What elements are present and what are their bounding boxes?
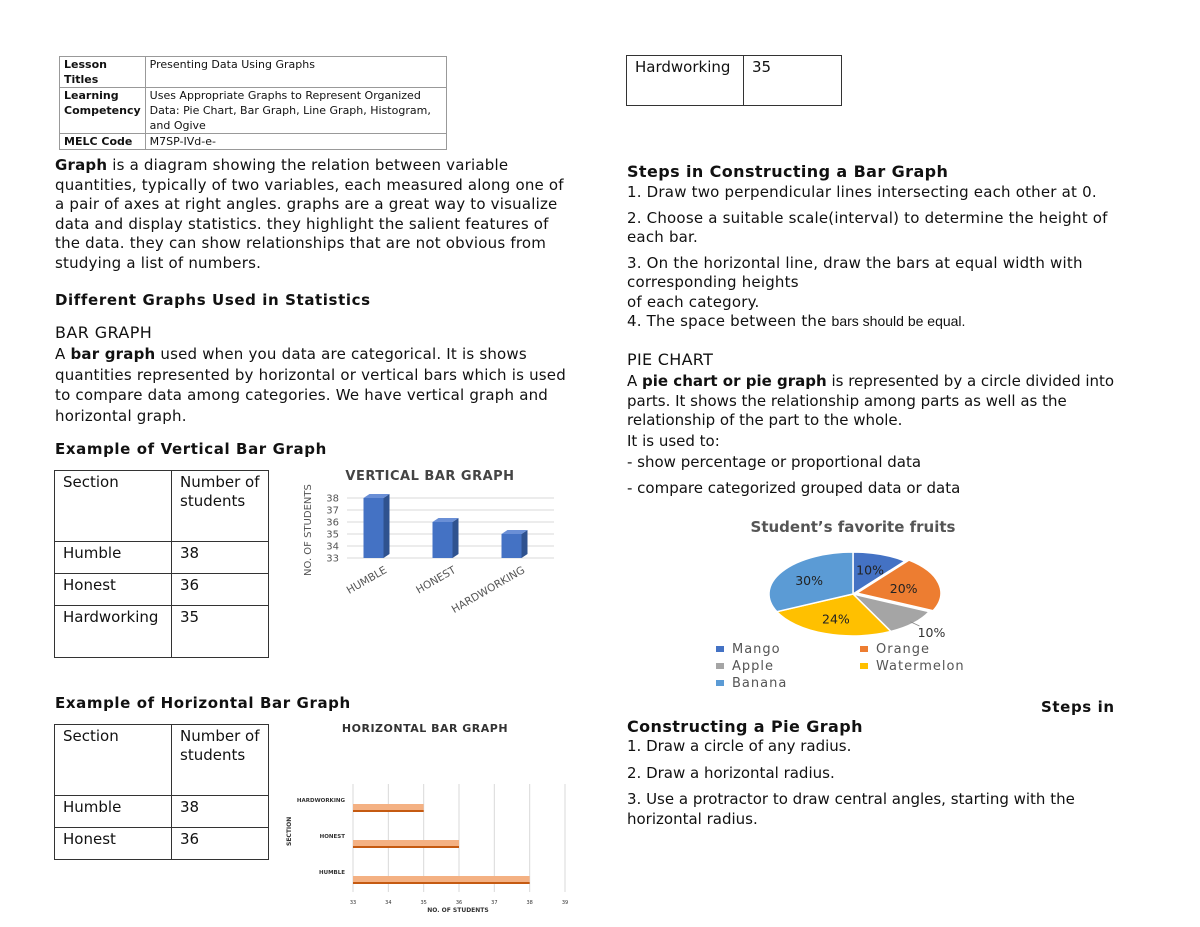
x-tick-label: 33 (349, 900, 357, 906)
table-cell: Humble (55, 796, 172, 828)
table-cell: Honest (55, 574, 172, 606)
pie-chart-heading: PIE CHART (627, 350, 714, 369)
x-tick-label: 39 (561, 900, 569, 906)
bar (433, 522, 453, 558)
legend-label: Orange (876, 642, 931, 657)
y-tick-label: HUMBLE (319, 870, 345, 876)
pie-chart (690, 512, 1020, 700)
slice-label: 24% (822, 611, 850, 627)
table-row (55, 828, 269, 860)
legend-label: Watermelon (876, 659, 965, 674)
y-tick-label: HARDWORKING (296, 798, 345, 804)
table-cell: 36 (172, 828, 269, 860)
table-header-row (55, 725, 269, 796)
table-header-row (55, 471, 269, 542)
lesson-info-value: Uses Appropriate Graphs to Represent Organized Data: Pie Chart, Bar Graph, Line Graph, Histogram, and Ogive (145, 88, 446, 134)
step-item (627, 312, 1137, 332)
bar-shadow (353, 846, 459, 848)
table-cell: 35 (172, 606, 269, 658)
bar-p-term: bar graph (70, 345, 156, 363)
lesson-info-key: Lesson Titles (60, 57, 146, 88)
lesson-info-key: Learning Competency (60, 88, 146, 134)
bar (364, 498, 384, 558)
steps-bar-list (627, 183, 1137, 332)
table-cell: Humble (55, 542, 172, 574)
intro-paragraph (55, 156, 575, 273)
chart-title: VERTICAL BAR GRAPH (345, 469, 515, 484)
chart-title: Student’s favorite fruits (750, 518, 956, 536)
table-cell: Honest (55, 828, 172, 860)
steps-bar-heading: Steps in Constructing a Bar Graph (627, 162, 949, 181)
step-4-a: 4. The space between the (627, 312, 832, 330)
x-tick-label: HARDWORKING (449, 564, 527, 616)
step-item: 1. Draw a circle of any radius. (627, 737, 852, 755)
legend-label: Mango (732, 642, 781, 657)
step-item: 3. Use a protractor to draw central angles, starting with the horizontal radius. (627, 790, 1075, 828)
x-tick-label: HONEST (414, 564, 458, 597)
y-tick-label: 37 (326, 505, 339, 517)
bar-shadow (353, 882, 530, 884)
lesson-info-table (59, 56, 447, 150)
table-row (55, 606, 269, 658)
vertical-bar-chart (292, 462, 570, 630)
step-item: 2. Draw a horizontal radius. (627, 763, 835, 782)
y-tick-label: 35 (326, 529, 339, 541)
y-tick-label: 36 (326, 517, 339, 529)
legend-swatch (716, 680, 724, 686)
slice-label: 30% (795, 572, 824, 588)
y-tick-label: 33 (326, 553, 339, 565)
table-row (55, 796, 269, 828)
table-header-cell: Section (55, 725, 172, 796)
steps-pie-heading-b: Constructing a Pie Graph (627, 717, 863, 736)
bar-side (453, 518, 459, 558)
intro-text: is a diagram showing the relation between variable quantities, typically of two variables, each measured along one of a pair of axes at right angles. graphs are a great way to visualize data and display statistics. they highlight the salient features of the data. they can show relationships that are not obvious from studying a list of numbers. (55, 156, 564, 272)
step-item: 2. Choose a suitable scale(interval) to determine the height of each bar. (627, 208, 1108, 246)
bar-side (384, 494, 390, 558)
x-tick-label: HUMBLE (344, 564, 389, 597)
lesson-info-value: M7SP-IVd-e- (145, 134, 446, 150)
horizontal-data-table (54, 724, 269, 860)
intro-term: Graph (55, 156, 108, 174)
steps-pie-list (627, 737, 1127, 829)
horizontal-bar-chart (283, 716, 578, 916)
vertical-example-heading: Example of Vertical Bar Graph (55, 440, 327, 458)
x-tick-label: 36 (455, 900, 463, 906)
legend-swatch (716, 646, 724, 652)
table-cell: Hardworking (627, 56, 744, 106)
bar-graph-paragraph (55, 344, 575, 426)
table-cell: 38 (172, 542, 269, 574)
lesson-info-key: MELC Code (60, 134, 146, 150)
bar-p-rest: used when you data are categorical. It is shows quantities represented by horizontal or vertical bars which is used to compare data among categories. We have vertical graph and horizontal graph. (55, 345, 566, 425)
slice-label: 10% (856, 562, 884, 578)
continued-table (626, 55, 842, 106)
table-row (55, 542, 269, 574)
legend-label: Apple (732, 659, 775, 674)
x-axis-label: NO. OF STUDENTS (427, 907, 489, 914)
legend-label: Banana (732, 676, 788, 691)
step-item: of each category. (627, 292, 760, 311)
bar-p-a: A (55, 345, 71, 363)
step-item: 3. On the horizontal line, draw the bars at equal width with corresponding heights (627, 253, 1083, 291)
different-graphs-heading: Different Graphs Used in Statistics (55, 291, 371, 309)
bar-side (522, 530, 528, 558)
vertical-data-table (54, 470, 269, 658)
horizontal-example-heading: Example of Horizontal Bar Graph (55, 694, 351, 712)
lesson-info-value: Presenting Data Using Graphs (145, 57, 446, 88)
lesson-info-row (60, 88, 447, 134)
chart-title: HORIZONTAL BAR GRAPH (341, 722, 509, 735)
pie-use-item: - show percentage or proportional data (627, 453, 922, 471)
y-tick-label: 34 (326, 541, 339, 553)
pie-p-a: A (627, 372, 643, 390)
y-tick-label: 38 (326, 493, 339, 505)
x-tick-label: 34 (385, 900, 392, 906)
pie-paragraph (627, 372, 1132, 431)
pie-p-term: pie chart or pie graph (642, 372, 827, 390)
step-4-b: bars should be equal. (831, 313, 966, 329)
legend-swatch (860, 646, 868, 652)
table-header-cell: Number of students (172, 725, 269, 796)
table-header-cell: Section (55, 471, 172, 542)
table-cell: 38 (172, 796, 269, 828)
table-cell: 36 (172, 574, 269, 606)
pie-used-to: It is used to: (627, 432, 720, 450)
x-tick-label: 38 (526, 900, 533, 906)
y-axis-label: SECTION (286, 816, 293, 846)
table-cell: 35 (744, 56, 842, 106)
table-header-cell: Number of students (172, 471, 269, 542)
x-tick-label: 35 (420, 900, 427, 906)
bar (502, 534, 522, 558)
x-tick-label: 37 (491, 900, 498, 906)
y-tick-label: HONEST (319, 834, 345, 840)
table-row (55, 574, 269, 606)
slice-label: 20% (889, 580, 918, 596)
bar-graph-heading: BAR GRAPH (55, 323, 153, 342)
y-axis-label: NO. OF STUDENTS (303, 484, 314, 576)
table-row (627, 56, 842, 106)
lesson-info-row (60, 57, 447, 88)
step-item: 1. Draw two perpendicular lines intersecting each other at 0. (627, 183, 1097, 201)
pie-use-item: - compare categorized grouped data or data (627, 479, 961, 497)
lesson-info-row (60, 134, 447, 150)
slice-label: 10% (917, 624, 946, 640)
legend-swatch (860, 663, 868, 669)
pie-p-rest: is represented by a circle divided into parts. It shows the relationship among parts as well as the relationship of the part to the whole. (627, 372, 1115, 429)
steps-pie-heading-a: Steps in (1041, 698, 1115, 716)
legend-swatch (716, 663, 724, 669)
bar-shadow (353, 810, 424, 812)
table-cell: Hardworking (55, 606, 172, 658)
